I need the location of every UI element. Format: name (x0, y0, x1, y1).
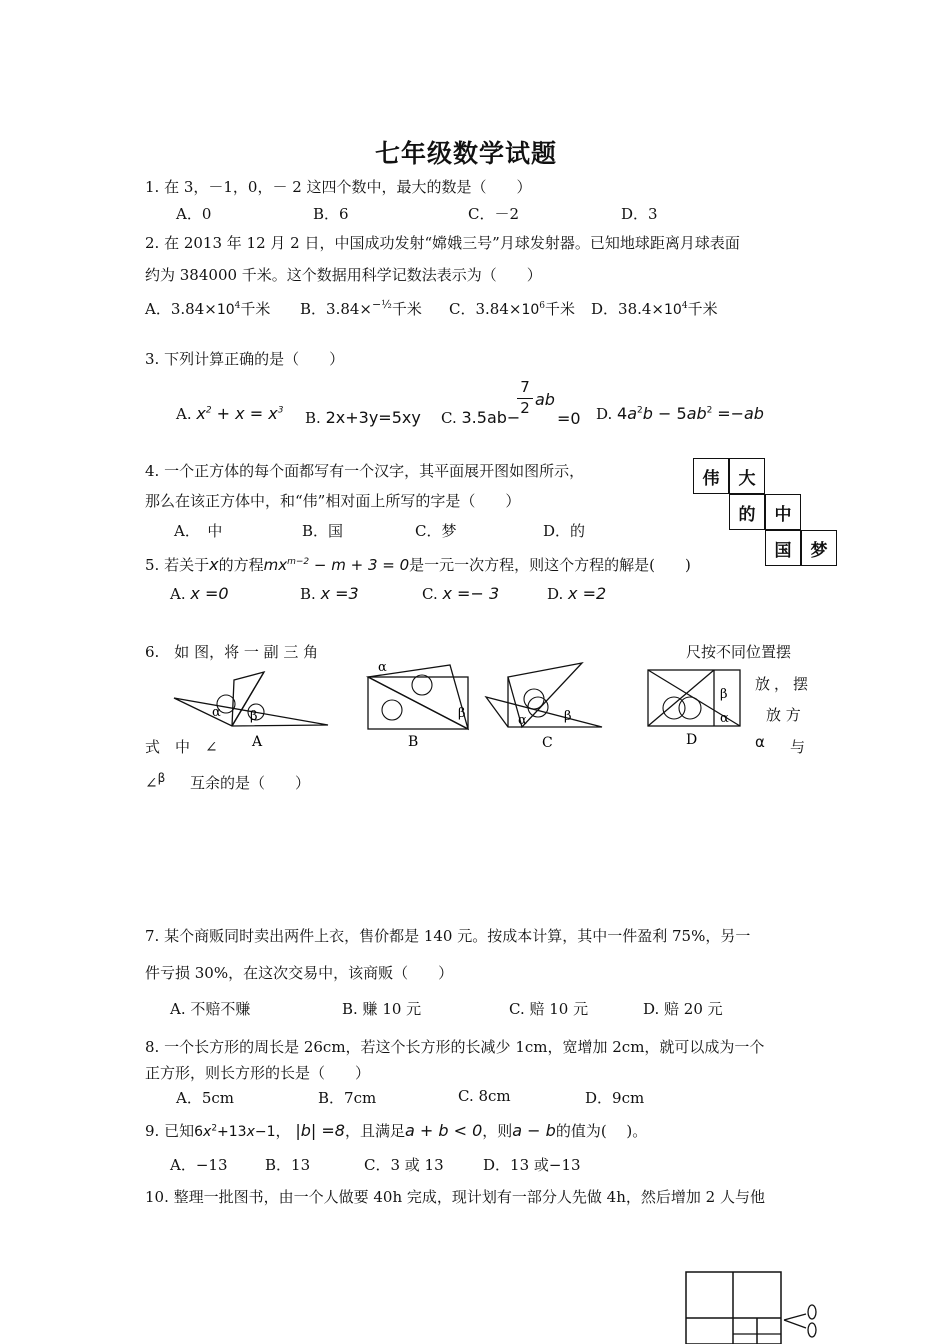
q5-option-a (170, 584, 229, 603)
q9-stem-post: 的值为( )。 (555, 1122, 648, 1140)
q6-figure-b (360, 655, 475, 751)
q3-option-b-expr: 2x+3y=5xy (325, 408, 421, 427)
q5-stem-var: x (209, 555, 219, 574)
q8-option-a: A．5cm (176, 1089, 235, 1107)
q2-option-d (591, 298, 718, 319)
q3-option-a (176, 404, 283, 423)
q9-stem-mid1: ， (275, 1122, 291, 1140)
q2-stem-line2: 约为 384000 千米。这个数据用科学记数法表示为（ ） (145, 266, 542, 284)
q9-stem (145, 1120, 647, 1141)
q2-option-c-base: 10 (521, 302, 540, 318)
q2-option-a-prefix: A．3.84× (145, 300, 217, 318)
q7-option-c: C. 赔 10 元 (509, 1000, 589, 1018)
q5-option-c-expr: x =− 3 (442, 584, 500, 603)
q3-option-b (305, 408, 421, 427)
protractor-hole (524, 689, 544, 709)
q7-option-a: A. 不赔不赚 (170, 1000, 251, 1018)
q1-option-a: A．0 (176, 205, 212, 223)
q5-option-c (422, 584, 499, 603)
net-cell-meng: 梦 (801, 530, 837, 566)
cut-grid-figure (684, 1270, 824, 1344)
q2-option-a-unit: 千米 (240, 300, 271, 318)
net-cell-wei: 伟 (693, 458, 729, 494)
q7-stem-line1: 7. 某个商贩同时卖出两件上衣，售价都是 140 元。按成本计算，其中一件盈利 75%，另一 (145, 927, 751, 945)
q5-option-d-label: D. (547, 585, 564, 603)
q6-figure-a (172, 668, 332, 752)
net-cell-zhong: 中 (765, 494, 801, 530)
q3-option-c-expr-post: =0 (557, 409, 581, 428)
q4-option-d: D．的 (543, 522, 586, 540)
q2-stem-line1: 2. 在 2013 年 12 月 2 日，中国成功发射“嫦娥三号”月球发射器。已知地球距离月球表面 (145, 234, 740, 252)
figure-label-a: A (252, 734, 263, 750)
q8-stem-line2: 正方形，则长方形的长是（ ） (145, 1064, 371, 1082)
triangle-edge (232, 672, 264, 726)
q2-option-b-exp: −½ (372, 298, 392, 311)
q9-option-c: C．3 或 13 (364, 1156, 444, 1174)
q2-option-a (145, 298, 270, 319)
q3-option-d-expr-head: $4a^2b - 5ab^2$ (617, 404, 713, 423)
q8-option-d: D．9cm (585, 1089, 645, 1107)
protractor-hole (412, 675, 432, 695)
q5-option-d (547, 584, 606, 603)
q6-alpha-inline: α (755, 733, 765, 751)
q5-option-b-label: B. (300, 585, 316, 603)
page-title: 七年级数学试题 (375, 139, 558, 168)
q7-option-b: B. 赚 10 元 (342, 1000, 422, 1018)
q6-figure-d (644, 662, 746, 746)
q9-expr-c: a + b < 0 (404, 1121, 483, 1140)
figure-label-d: D (686, 732, 698, 746)
q9-stem-mid3: ，则 (482, 1122, 513, 1140)
net-cell-guo: 国 (765, 530, 801, 566)
net-cell-de: 的 (729, 494, 765, 530)
q5-stem-pre: 5. 若关于 (145, 556, 210, 574)
q6-line5-pre: ∠ (145, 774, 158, 792)
beta-label: β (458, 706, 466, 721)
q5-stem-post: 是一元一次方程，则这个方程的解是( ) (409, 556, 691, 574)
q6-line5 (145, 772, 310, 793)
protractor-hole (382, 700, 402, 720)
q3-option-b-label: B. (305, 409, 321, 427)
triangle-edge (368, 677, 468, 729)
q3-option-c-label: C. (441, 409, 457, 427)
q3-fraction-numerator: 7 (520, 378, 530, 396)
scissors-icon (784, 1305, 816, 1337)
q9-expr-a: $6x^2+13x-1$ (194, 1123, 276, 1140)
beta-label: β (720, 687, 728, 702)
q5-stem (145, 554, 691, 575)
alpha-label: α (212, 705, 221, 720)
q2-option-b-unit: 千米 (391, 300, 422, 318)
q4-option-c: C．梦 (415, 522, 457, 540)
q5-option-a-label: A. (170, 585, 186, 603)
q7-stem-line2: 件亏损 30%，在这次交易中，该商贩（ ） (145, 964, 454, 982)
q5-option-d-expr: x =2 (568, 584, 607, 603)
q1-stem: 1. 在 3，－1，0，－ 2 这四个数中，最大的数是（ ） (145, 178, 532, 196)
q2-option-d-prefix: D．38.4× (591, 300, 664, 318)
figure-label-b: B (408, 734, 419, 750)
q2-option-b-prefix: B．3.84× (300, 300, 372, 318)
q7-option-d: D. 赔 20 元 (643, 1000, 723, 1018)
q2-option-c-exp: 6 (539, 301, 546, 311)
q9-stem-pre: 9. 已知 (145, 1122, 195, 1140)
q4-option-a: A． 中 (174, 522, 223, 540)
q9-option-a: A．−13 (170, 1156, 228, 1174)
alpha-label: α (720, 711, 729, 726)
q9-option-d: D．13 或−13 (483, 1156, 581, 1174)
alpha-label: α (518, 713, 527, 728)
q9-expr-d: a − b (512, 1121, 556, 1140)
q2-option-d-base: 10 (664, 302, 682, 318)
q2-option-d-unit: 千米 (687, 300, 718, 318)
q2-option-a-exp: 4 (234, 301, 241, 311)
q2-option-c-unit: 千米 (545, 300, 576, 318)
q4-option-b: B．国 (302, 522, 344, 540)
figure-label-c: C (542, 735, 553, 751)
q1-option-d: D．3 (621, 205, 658, 223)
protractor-hole (679, 697, 701, 719)
q10-stem-line1: 10. 整理一批图书，由一个人做要 40h 完成，现计划有一部分人先做 4h，然后增加 2 人与他 (145, 1188, 765, 1206)
q9-stem-mid2: ，且满足 (344, 1122, 405, 1140)
q9-option-b: B．13 (265, 1156, 311, 1174)
q3-fraction-denominator: 2 (520, 399, 530, 417)
q6-right-4: 与 (790, 738, 806, 756)
q1-option-b: B．6 (313, 205, 349, 223)
q3-stem: 3. 下列计算正确的是（ ） (145, 350, 345, 368)
q6-stem-left: 6. 如 图，将 一 副 三 角 (145, 643, 319, 661)
q2-option-c-prefix: C．3.84× (449, 300, 522, 318)
q2-option-c (449, 298, 575, 319)
q3-option-c-fraction (517, 378, 533, 417)
q3-option-d-expr-tail: =−ab (717, 404, 764, 423)
q6-right-3: 放 方 (766, 706, 801, 724)
q3-option-d (596, 404, 764, 423)
q8-stem-line1: 8. 一个长方形的周长是 26cm，若这个长方形的长减少 1cm，宽增加 2cm，就可以成为一个 (145, 1038, 765, 1056)
q8-option-b: B．7cm (318, 1089, 377, 1107)
q3-option-c-frac-tail: ab (535, 390, 555, 409)
q4-stem-line1: 4. 一个正方体的每个面都写有一个汉字，其平面展开图如图所示， (145, 462, 585, 480)
q2-option-a-base: 10 (216, 302, 235, 318)
q5-stem-mid: 的方程 (218, 556, 264, 574)
q6-right-2: 放，摆 (755, 675, 813, 693)
beta-label: β (250, 709, 258, 724)
q6-figure-c (482, 657, 607, 751)
q8-option-c: C. 8cm (458, 1087, 511, 1105)
net-cell-da: 大 (729, 458, 765, 494)
q4-stem-line2: 那么在该正方体中，和“伟”相对面上所写的字是（ ） (145, 492, 521, 510)
protractor-hole (528, 697, 548, 717)
q5-option-b (300, 584, 359, 603)
q6-line5-post: 互余的是（ ） (190, 774, 311, 792)
q3-option-c-expr-pre: 3.5ab− (461, 408, 521, 427)
q3-option-a-expr: $x^2 + x = x^3$ (196, 404, 284, 423)
q3-option-c (441, 408, 520, 427)
q5-equation: $mx^{m-2} - m + 3 = 0$ (263, 556, 410, 574)
q2-option-d-exp: 4 (681, 301, 688, 311)
triangle-edge (648, 670, 714, 726)
beta-label: β (564, 709, 572, 724)
q5-option-b-expr: x =3 (320, 584, 359, 603)
q2-option-b (300, 298, 422, 319)
q6-left-4: 式 中 ∠ (145, 738, 218, 756)
q5-option-c-label: C. (422, 585, 438, 603)
q5-option-a-expr: x =0 (190, 584, 229, 603)
alpha-label: α (378, 660, 387, 675)
q3-option-a-label: A. (176, 405, 192, 423)
q6-stem-right: 尺按不同位置摆 (686, 643, 792, 661)
q1-option-c: C．－2 (468, 205, 520, 223)
q3-option-d-label: D. (596, 405, 613, 423)
q9-expr-b: |b| =8 (295, 1121, 345, 1140)
q6-line5-beta: β (157, 771, 166, 785)
